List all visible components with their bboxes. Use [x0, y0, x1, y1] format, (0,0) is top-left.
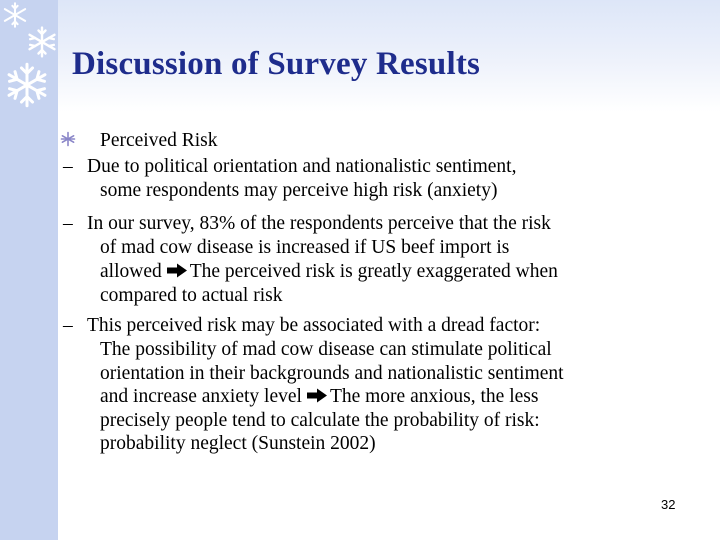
right-arrow-icon	[166, 263, 188, 278]
page-number: 32	[661, 497, 676, 512]
list-item-line-with-arrow	[100, 262, 558, 282]
list-item-line: The possibility of mad cow disease can stimulate political	[100, 339, 552, 360]
snowflake-icon	[2, 2, 28, 28]
list-item-line: orientation in their backgrounds and nationalistic sentiment	[100, 363, 564, 384]
list-dash: –	[63, 156, 73, 177]
list-item-line: some respondents may perceive high risk (anxiety)	[100, 180, 498, 201]
list-item-line: compared to actual risk	[100, 285, 283, 306]
list-dash: –	[63, 315, 73, 336]
page-title: Discussion of Survey Results	[72, 46, 481, 82]
list-item-text: The perceived risk is greatly exaggerated when	[189, 261, 558, 282]
list-item-line: precisely people tend to calculate the probability of risk:	[100, 410, 540, 431]
snowflake-icon	[4, 62, 50, 108]
list-item-line: probability neglect (Sunstein 2002)	[100, 433, 376, 454]
asterisk-icon	[60, 131, 76, 147]
list-item-line-with-arrow	[100, 387, 538, 407]
list-item-text: The more anxious, the less	[329, 386, 539, 407]
list-item-line: In our survey, 83% of the respondents perceive that the risk	[87, 213, 551, 234]
list-item-text: allowed	[100, 261, 162, 282]
right-arrow-icon	[306, 388, 328, 403]
section-heading: Perceived Risk	[100, 130, 218, 151]
list-dash: –	[63, 213, 73, 234]
list-item-line: This perceived risk may be associated with a dread factor:	[87, 315, 541, 336]
list-item-text: and increase anxiety level	[100, 386, 302, 407]
snowflake-icon	[26, 26, 58, 58]
list-item-line: of mad cow disease is increased if US beef import is	[100, 237, 510, 258]
list-item-line: Due to political orientation and nationalistic sentiment,	[87, 156, 517, 177]
